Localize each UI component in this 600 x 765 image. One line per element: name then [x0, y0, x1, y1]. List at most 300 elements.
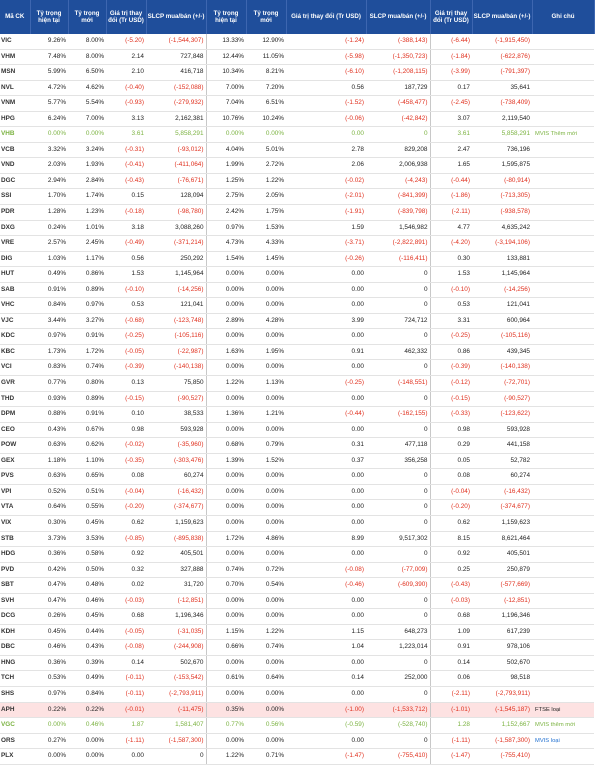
value-cell: 60,274 — [472, 469, 532, 485]
value-cell: 0.62% — [68, 438, 106, 454]
value-cell: (-0.44) — [286, 407, 366, 423]
value-cell: 8.21% — [246, 65, 286, 81]
table-row — [0, 624, 594, 640]
value-cell: (-1,350,723) — [366, 49, 430, 65]
value-cell: 3.18 — [106, 220, 146, 236]
value-cell: 0.56 — [286, 80, 366, 96]
table-row — [0, 34, 594, 49]
value-cell: 4.62% — [68, 80, 106, 96]
table-row — [0, 422, 594, 438]
value-cell: (-0.49) — [106, 236, 146, 252]
value-cell: 829,208 — [366, 142, 430, 158]
table-body — [0, 34, 594, 764]
value-cell: (-0.02) — [106, 438, 146, 454]
value-cell: 0.15 — [106, 189, 146, 205]
table-row — [0, 158, 594, 174]
value-cell: 0 — [366, 127, 430, 143]
value-cell: 1.70% — [30, 189, 68, 205]
value-cell: 1.99% — [206, 158, 246, 174]
value-cell: (-0.39) — [430, 360, 472, 376]
value-cell: 0.52% — [30, 484, 68, 500]
value-cell: 0.00 — [286, 547, 366, 563]
note-cell — [532, 236, 594, 252]
value-cell: 2.75% — [206, 189, 246, 205]
value-cell: 0.68 — [430, 609, 472, 625]
value-cell: 0 — [366, 609, 430, 625]
table-row — [0, 220, 594, 236]
value-cell: 0.91 — [430, 640, 472, 656]
table-row — [0, 671, 594, 687]
note-cell — [532, 438, 594, 454]
value-cell: 2.78 — [286, 142, 366, 158]
value-cell: 0 — [366, 515, 430, 531]
value-cell: (-0.43) — [106, 173, 146, 189]
value-cell: 38,533 — [146, 407, 206, 423]
value-cell: 0.62 — [430, 515, 472, 531]
value-cell: 0 — [366, 391, 430, 407]
value-cell: (-938,578) — [472, 205, 532, 221]
value-cell: 121,041 — [472, 298, 532, 314]
value-cell: 1.39% — [206, 453, 246, 469]
value-cell: 0.89% — [68, 391, 106, 407]
value-cell: (-31,035) — [146, 624, 206, 640]
value-cell: 3.61 — [430, 127, 472, 143]
ticker-cell: VIC — [0, 34, 30, 49]
value-cell: 0.00% — [206, 422, 246, 438]
note-cell: FTSE loại — [532, 702, 594, 718]
value-cell: 4.04% — [206, 142, 246, 158]
value-cell: (-148,551) — [366, 376, 430, 392]
ticker-cell: SVH — [0, 593, 30, 609]
value-cell: 1.53 — [430, 267, 472, 283]
value-cell: 121,041 — [146, 298, 206, 314]
value-cell: 3,088,260 — [146, 220, 206, 236]
value-cell: 8.00% — [68, 34, 106, 49]
value-cell: 0.00 — [286, 422, 366, 438]
ticker-cell: CEO — [0, 422, 30, 438]
value-cell: 0.00% — [246, 733, 286, 749]
value-cell: 7.48% — [30, 49, 68, 65]
value-cell: (-755,410) — [366, 749, 430, 765]
table-row — [0, 344, 594, 360]
value-cell: (-1,533,712) — [366, 702, 430, 718]
value-cell: 0.00 — [286, 391, 366, 407]
table-row — [0, 49, 594, 65]
value-cell: 250,879 — [472, 562, 532, 578]
value-cell: 1.18% — [30, 453, 68, 469]
value-cell: 1.59 — [286, 220, 366, 236]
value-cell: 0 — [146, 749, 206, 765]
value-cell: (-80,914) — [472, 173, 532, 189]
value-cell: 4.73% — [206, 236, 246, 252]
value-cell: (-3,194,106) — [472, 236, 532, 252]
column-header: Tỷ trọng hiện tại — [206, 0, 246, 34]
ticker-cell: VJC — [0, 313, 30, 329]
value-cell: 0.50% — [68, 562, 106, 578]
table-row — [0, 111, 594, 127]
value-cell: 4.33% — [246, 236, 286, 252]
value-cell: 3.27% — [68, 313, 106, 329]
note-cell — [532, 749, 594, 765]
value-cell: 0.53 — [106, 298, 146, 314]
value-cell: (-0.31) — [106, 142, 146, 158]
value-cell: 0.37 — [286, 453, 366, 469]
value-cell: 3.61 — [106, 127, 146, 143]
value-cell: 0.00 — [286, 360, 366, 376]
value-cell: 0.00% — [246, 391, 286, 407]
value-cell: 4.28% — [246, 313, 286, 329]
value-cell: 0.48% — [68, 578, 106, 594]
value-cell: (-609,390) — [366, 578, 430, 594]
value-cell: 1.22% — [246, 624, 286, 640]
note-cell — [532, 298, 594, 314]
value-cell: 0.00 — [286, 609, 366, 625]
note-cell — [532, 515, 594, 531]
table-row — [0, 391, 594, 407]
value-cell: 0.97% — [30, 686, 68, 702]
table-row — [0, 205, 594, 221]
value-cell: (-0.25) — [430, 329, 472, 345]
note-cell — [532, 376, 594, 392]
value-cell: (-0.40) — [106, 80, 146, 96]
note-cell — [532, 313, 594, 329]
ticker-cell: MSN — [0, 65, 30, 81]
column-header: Giá trị thay đổi (Tr USD) — [106, 0, 146, 34]
table-row — [0, 407, 594, 423]
value-cell: (-140,138) — [146, 360, 206, 376]
value-cell: (-0.20) — [430, 500, 472, 516]
value-cell: (-0.06) — [286, 111, 366, 127]
value-cell: 1.36% — [206, 407, 246, 423]
value-cell: 5,858,291 — [472, 127, 532, 143]
note-cell — [532, 329, 594, 345]
note-cell — [532, 251, 594, 267]
ticker-cell: TCH — [0, 671, 30, 687]
value-cell: 7.00% — [68, 111, 106, 127]
value-cell: 1.63% — [206, 344, 246, 360]
value-cell: 0.67% — [68, 422, 106, 438]
value-cell: 502,670 — [472, 655, 532, 671]
value-cell: 0.84% — [68, 686, 106, 702]
value-cell: 0.53% — [30, 671, 68, 687]
value-cell: 1.75% — [246, 205, 286, 221]
value-cell: 0.00% — [246, 702, 286, 718]
value-cell: (-77,009) — [366, 562, 430, 578]
value-cell: 405,501 — [472, 547, 532, 563]
value-cell: 12.90% — [246, 34, 286, 49]
value-cell: 439,345 — [472, 344, 532, 360]
value-cell: 0.39% — [68, 655, 106, 671]
value-cell: (-35,960) — [146, 438, 206, 454]
table-row — [0, 329, 594, 345]
table-row — [0, 593, 594, 609]
value-cell: 8.15 — [430, 531, 472, 547]
value-cell: 5.77% — [30, 96, 68, 112]
value-cell: 0.00% — [246, 267, 286, 283]
value-cell: 0.58% — [68, 547, 106, 563]
ticker-cell: THD — [0, 391, 30, 407]
value-cell: 5.54% — [68, 96, 106, 112]
value-cell: 1.15 — [286, 624, 366, 640]
value-cell: 0.17 — [430, 80, 472, 96]
value-cell: 0.64% — [246, 671, 286, 687]
note-cell — [532, 407, 594, 423]
note-cell — [532, 158, 594, 174]
value-cell: 2.89% — [206, 313, 246, 329]
value-cell: (-0.10) — [106, 282, 146, 298]
value-cell: (-374,677) — [472, 500, 532, 516]
value-cell: 0.00% — [206, 329, 246, 345]
value-cell: 0.46% — [30, 640, 68, 656]
ticker-cell: HPG — [0, 111, 30, 127]
value-cell: (-411,064) — [146, 158, 206, 174]
value-cell: 0.00 — [286, 127, 366, 143]
value-cell: 0.00% — [206, 593, 246, 609]
value-cell: 1.01% — [68, 220, 106, 236]
value-cell: (-622,876) — [472, 49, 532, 65]
value-cell: 1.13% — [246, 376, 286, 392]
value-cell: 35,641 — [472, 80, 532, 96]
value-cell: 2.14 — [106, 49, 146, 65]
column-header: Tỷ trọng mới — [68, 0, 106, 34]
value-cell: (-0.05) — [106, 344, 146, 360]
value-cell: 0.00% — [206, 733, 246, 749]
value-cell: (-3.99) — [430, 65, 472, 81]
ticker-cell: SBT — [0, 578, 30, 594]
table-row — [0, 531, 594, 547]
value-cell: (-0.68) — [106, 313, 146, 329]
value-cell: 0 — [366, 500, 430, 516]
value-cell: (-12,851) — [146, 593, 206, 609]
value-cell: 0.00% — [30, 749, 68, 765]
value-cell: 0.00% — [246, 484, 286, 500]
value-cell: 0 — [366, 329, 430, 345]
value-cell: (-1.01) — [430, 702, 472, 718]
value-cell: (-895,838) — [146, 531, 206, 547]
value-cell: 12.44% — [206, 49, 246, 65]
table-row — [0, 469, 594, 485]
value-cell: 2.10 — [106, 65, 146, 81]
value-cell: 0.91 — [286, 344, 366, 360]
value-cell: 0.00 — [286, 329, 366, 345]
note-cell — [532, 34, 594, 49]
value-cell: 0.43% — [30, 422, 68, 438]
value-cell: 724,712 — [366, 313, 430, 329]
note-cell: MVIS Thêm mới — [532, 127, 594, 143]
value-cell: 1,145,964 — [146, 267, 206, 283]
value-cell: 0.00% — [246, 547, 286, 563]
value-cell: 978,106 — [472, 640, 532, 656]
note-cell: MVIS thêm mới — [532, 718, 594, 734]
value-cell: (-153,542) — [146, 671, 206, 687]
value-cell: 0.29 — [430, 438, 472, 454]
note-cell — [532, 96, 594, 112]
value-cell: (-3.71) — [286, 236, 366, 252]
value-cell: 0.00% — [206, 500, 246, 516]
value-cell: 1.17% — [68, 251, 106, 267]
value-cell: (-116,411) — [366, 251, 430, 267]
note-cell — [532, 593, 594, 609]
value-cell: 1.25% — [206, 173, 246, 189]
value-cell: 617,239 — [472, 624, 532, 640]
value-cell: 0.00 — [286, 655, 366, 671]
value-cell: (-374,677) — [146, 500, 206, 516]
table-row — [0, 686, 594, 702]
value-cell: 0.89% — [68, 282, 106, 298]
value-cell: 2,162,381 — [146, 111, 206, 127]
value-cell: 0.24% — [30, 220, 68, 236]
ticker-cell: DXG — [0, 220, 30, 236]
note-cell — [532, 267, 594, 283]
note-cell — [532, 500, 594, 516]
value-cell: (-791,397) — [472, 65, 532, 81]
value-cell: 0.64% — [30, 500, 68, 516]
ticker-cell: SAB — [0, 282, 30, 298]
value-cell: (-458,477) — [366, 96, 430, 112]
value-cell: 0.22% — [68, 702, 106, 718]
value-cell: 0 — [366, 655, 430, 671]
value-cell: 0.32 — [106, 562, 146, 578]
value-cell: (-0.18) — [106, 205, 146, 221]
value-cell: 0.00% — [206, 298, 246, 314]
value-cell: 0.25 — [430, 562, 472, 578]
ticker-cell: KDH — [0, 624, 30, 640]
value-cell: 0.72% — [246, 562, 286, 578]
value-cell: (-12,851) — [472, 593, 532, 609]
note-cell — [532, 547, 594, 563]
ticker-cell: PLX — [0, 749, 30, 765]
note-cell — [532, 531, 594, 547]
value-cell: 0.97% — [206, 220, 246, 236]
ticker-cell: POW — [0, 438, 30, 454]
value-cell: 0.00 — [286, 282, 366, 298]
table-row — [0, 733, 594, 749]
value-cell: 462,332 — [366, 344, 430, 360]
value-cell: 1.72% — [206, 531, 246, 547]
value-cell: 6.50% — [68, 65, 106, 81]
note-cell — [532, 578, 594, 594]
value-cell: (-14,256) — [472, 282, 532, 298]
value-cell: 0.00% — [206, 360, 246, 376]
value-cell: 0.00 — [286, 686, 366, 702]
value-cell: 5.01% — [246, 142, 286, 158]
value-cell: 0.62 — [106, 515, 146, 531]
value-cell: (-105,116) — [472, 329, 532, 345]
value-cell: 0.47% — [30, 578, 68, 594]
value-cell: 0.00 — [286, 469, 366, 485]
value-cell: 1.09 — [430, 624, 472, 640]
note-cell — [532, 624, 594, 640]
value-cell: (-244,908) — [146, 640, 206, 656]
value-cell: 0.36% — [30, 547, 68, 563]
ticker-cell: APH — [0, 702, 30, 718]
value-cell: 252,000 — [366, 671, 430, 687]
value-cell: 477,118 — [366, 438, 430, 454]
value-cell: 4.86% — [246, 531, 286, 547]
value-cell: 0.31 — [286, 438, 366, 454]
value-cell: (-0.20) — [106, 500, 146, 516]
value-cell: 1.10% — [68, 453, 106, 469]
value-cell: 1.04 — [286, 640, 366, 656]
value-cell: 0.84% — [30, 298, 68, 314]
value-cell: 0.00 — [286, 298, 366, 314]
value-cell: 8.00% — [68, 49, 106, 65]
ticker-cell: VCB — [0, 142, 30, 158]
value-cell: (-755,410) — [472, 749, 532, 765]
value-cell: 1.23% — [68, 205, 106, 221]
value-cell: 75,850 — [146, 376, 206, 392]
value-cell: (-0.46) — [286, 578, 366, 594]
value-cell: 6.51% — [246, 96, 286, 112]
value-cell: 0.30 — [430, 251, 472, 267]
ticker-cell: VIX — [0, 515, 30, 531]
value-cell: 0.00% — [246, 282, 286, 298]
value-cell: (-90,527) — [472, 391, 532, 407]
value-cell: 0.49% — [30, 267, 68, 283]
table-row — [0, 282, 594, 298]
value-cell: 6.24% — [30, 111, 68, 127]
value-cell: (-0.59) — [286, 718, 366, 734]
value-cell: 0.00% — [30, 718, 68, 734]
value-cell: 0 — [366, 298, 430, 314]
value-cell: 60,274 — [146, 469, 206, 485]
value-cell: 0.35% — [206, 702, 246, 718]
ticker-cell: DIG — [0, 251, 30, 267]
value-cell: (-0.15) — [430, 391, 472, 407]
column-header: Tỷ trọng mới — [246, 0, 286, 34]
value-cell: 4.72% — [30, 80, 68, 96]
value-cell: 133,881 — [472, 251, 532, 267]
value-cell: 0.08 — [430, 469, 472, 485]
value-cell: 0.79% — [246, 438, 286, 454]
note-cell — [532, 282, 594, 298]
value-cell: (-1.47) — [430, 749, 472, 765]
value-cell: 0.45% — [68, 609, 106, 625]
value-cell: 0 — [366, 484, 430, 500]
value-cell: 0.02 — [106, 578, 146, 594]
value-cell: 1,223,014 — [366, 640, 430, 656]
value-cell: (-839,798) — [366, 205, 430, 221]
value-cell: (-1.24) — [286, 34, 366, 49]
table-row — [0, 500, 594, 516]
value-cell: 0.30% — [30, 515, 68, 531]
value-cell: (-152,088) — [146, 80, 206, 96]
header-row — [0, 0, 594, 34]
ticker-cell: DBC — [0, 640, 30, 656]
value-cell: 4,635,242 — [472, 220, 532, 236]
value-cell: 1.72% — [68, 344, 106, 360]
value-cell: (-14,256) — [146, 282, 206, 298]
value-cell: (-4,243) — [366, 173, 430, 189]
value-cell: 0.61% — [206, 671, 246, 687]
ticker-cell: DPM — [0, 407, 30, 423]
value-cell: (-0.12) — [430, 376, 472, 392]
value-cell: 0.74% — [68, 360, 106, 376]
value-cell: 3.32% — [30, 142, 68, 158]
value-cell: 0.47% — [30, 593, 68, 609]
value-cell: (-0.05) — [106, 624, 146, 640]
table-row — [0, 251, 594, 267]
value-cell: 1.53 — [106, 267, 146, 283]
value-cell: 0.00% — [246, 686, 286, 702]
value-cell: 0.92 — [430, 547, 472, 563]
value-cell: 0.00% — [206, 609, 246, 625]
value-cell: (-123,622) — [472, 407, 532, 423]
value-cell: 7.00% — [206, 80, 246, 96]
ticker-cell: VPI — [0, 484, 30, 500]
value-cell: 1,196,346 — [472, 609, 532, 625]
value-cell: (-1.00) — [286, 702, 366, 718]
